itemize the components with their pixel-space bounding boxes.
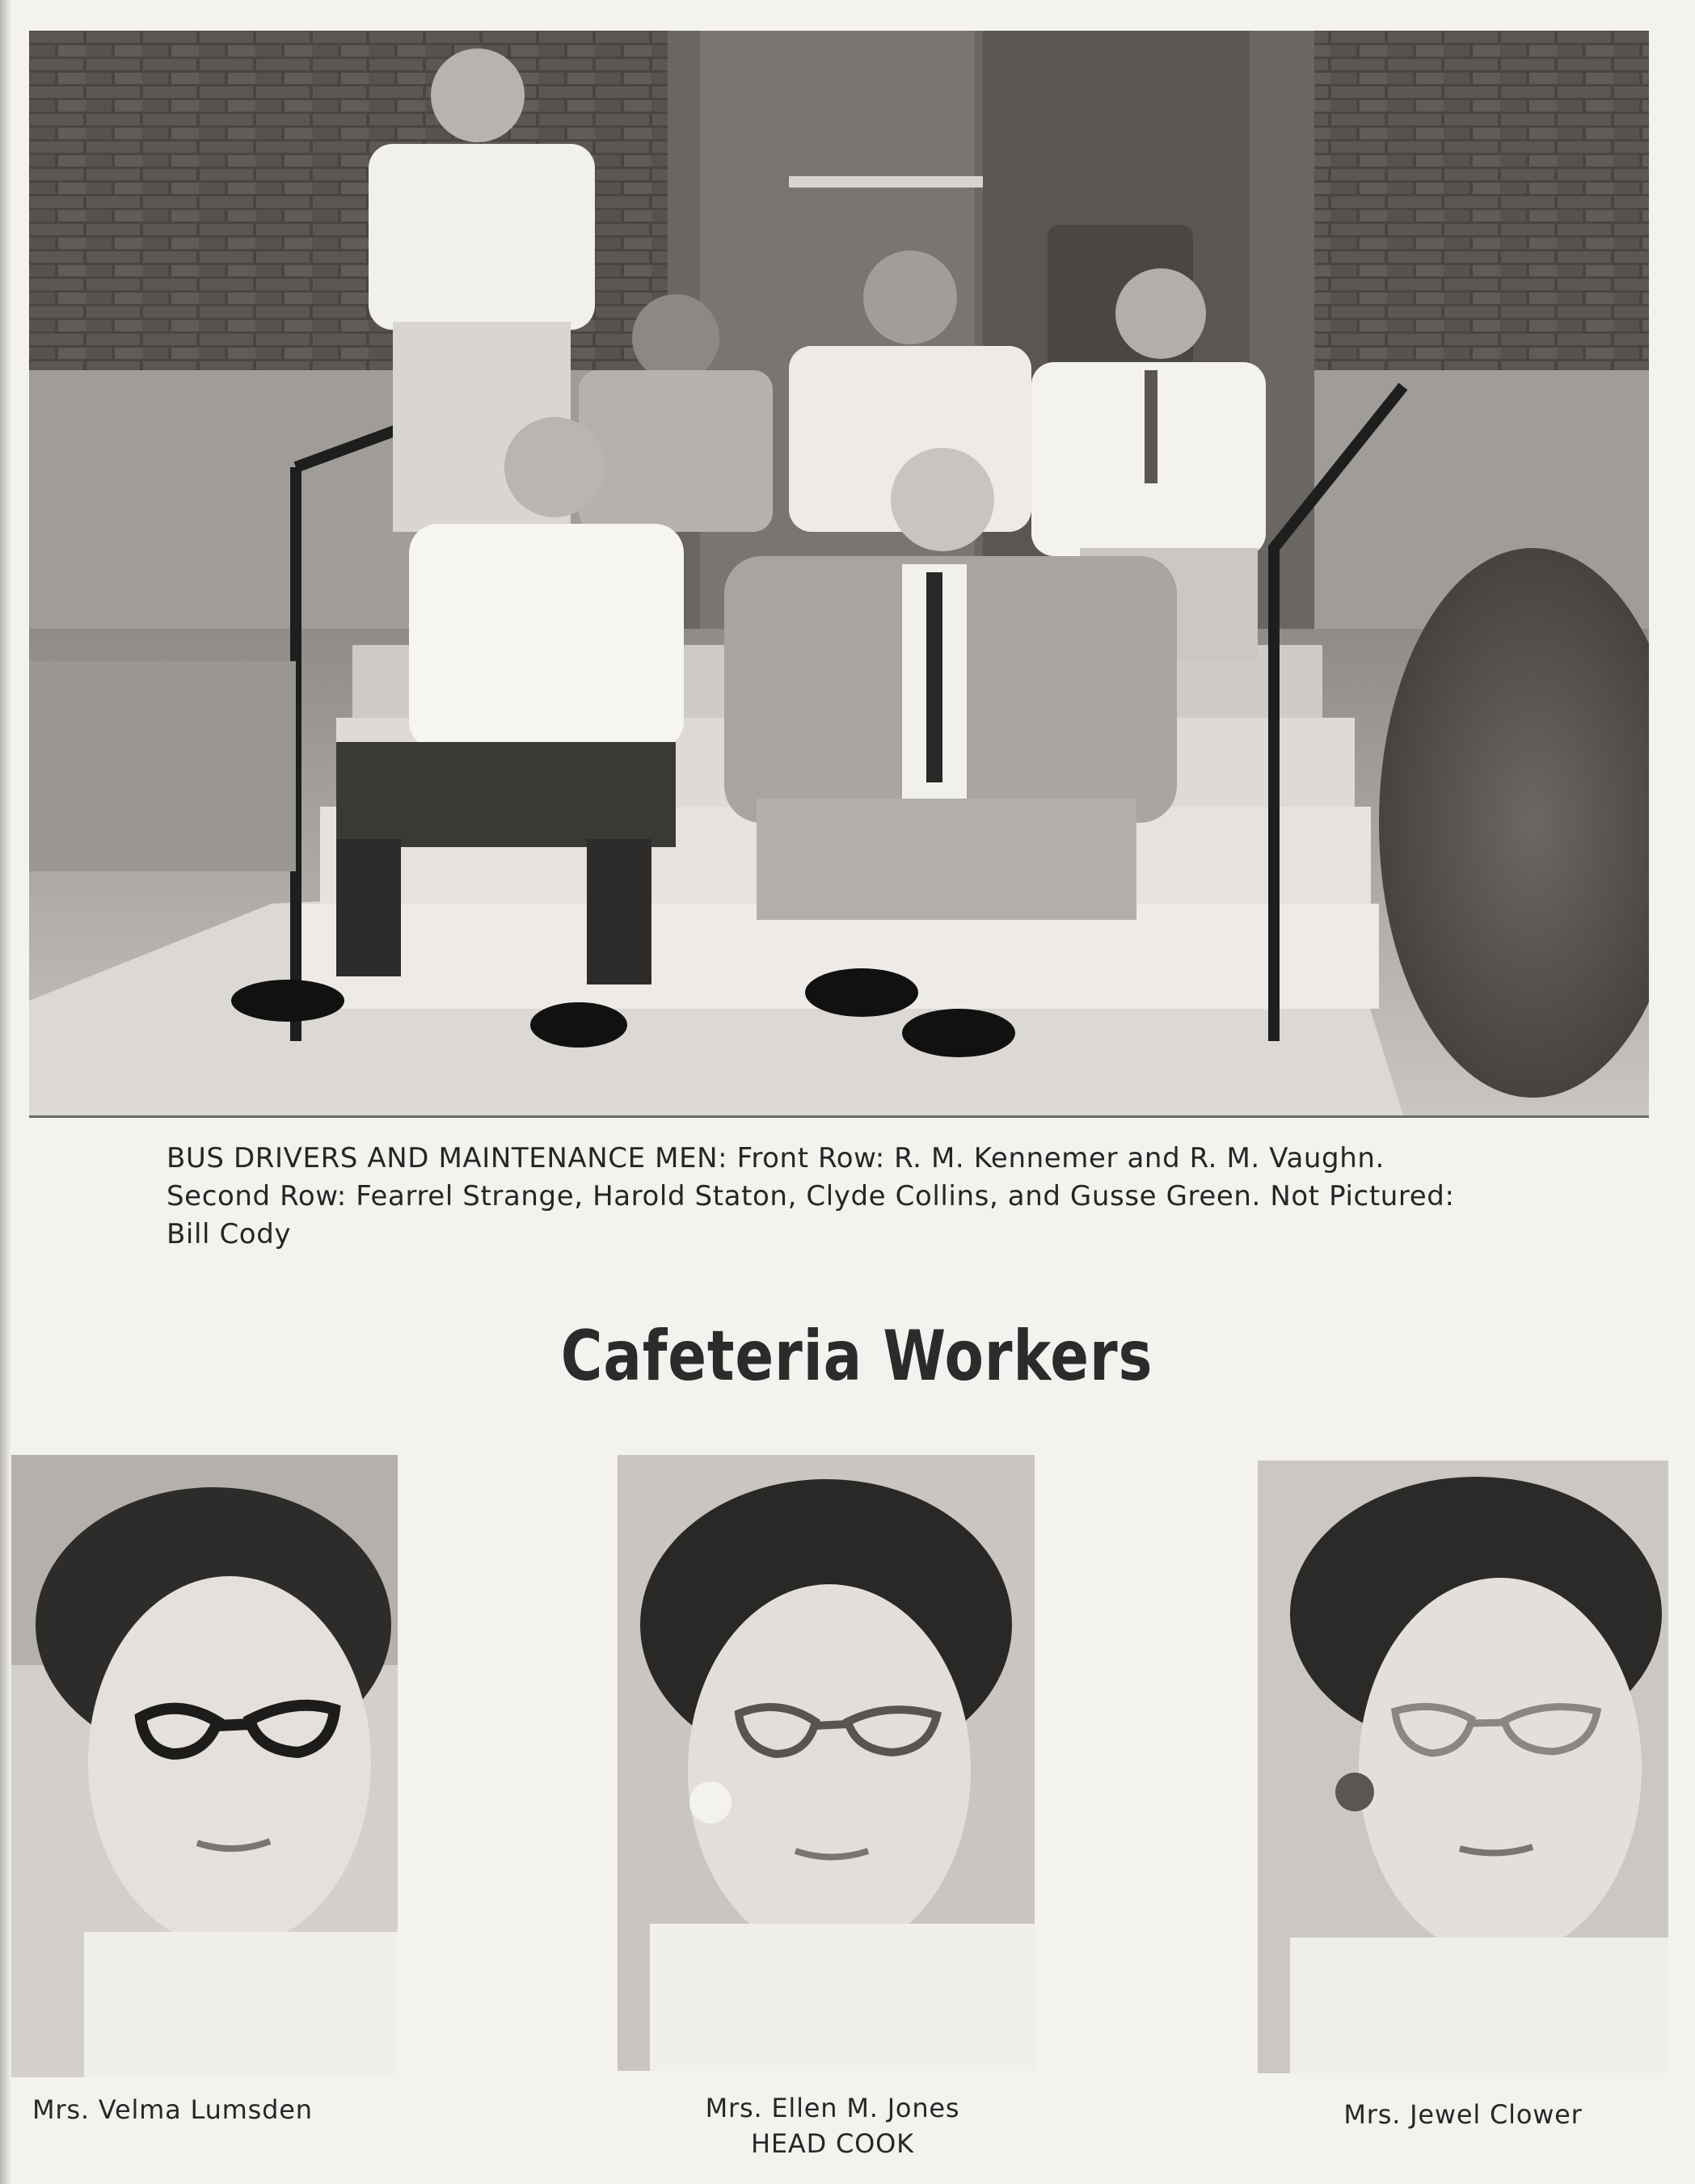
portrait-name: Mrs. Ellen M. Jones — [705, 2093, 960, 2123]
group-photo-image — [29, 31, 1649, 1115]
page-binding-edge — [0, 0, 11, 2184]
section-heading: Cafeteria Workers — [560, 1316, 1153, 1397]
portrait-photo — [618, 1455, 1035, 2071]
portrait-image — [1258, 1461, 1668, 2073]
portrait-image — [11, 1455, 398, 2077]
group-photo-caption — [167, 1140, 1508, 1254]
portrait-name: Mrs. Jewel Clower — [1343, 2099, 1583, 2130]
caption-line: Bill Cody — [167, 1218, 292, 1250]
portrait-name: Mrs. Velma Lumsden — [32, 2094, 313, 2125]
portrait-caption — [1277, 2097, 1649, 2132]
portrait-image — [618, 1455, 1035, 2071]
portrait-subtitle: HEAD COOK — [751, 2128, 914, 2159]
portrait-caption — [32, 2092, 372, 2127]
portrait-photo — [1258, 1461, 1668, 2073]
portrait-photo — [11, 1455, 398, 2077]
caption-line: Second Row: Fearrel Strange, Harold Staton, Clyde Collins, and Gusse Green. Not Pictured: — [167, 1180, 1455, 1212]
portrait-caption — [647, 2090, 1018, 2161]
caption-line: BUS DRIVERS AND MAINTENANCE MEN: Front Row: R. M. Kennemer and R. M. Vaughn. — [167, 1142, 1385, 1174]
group-photo — [29, 31, 1649, 1118]
